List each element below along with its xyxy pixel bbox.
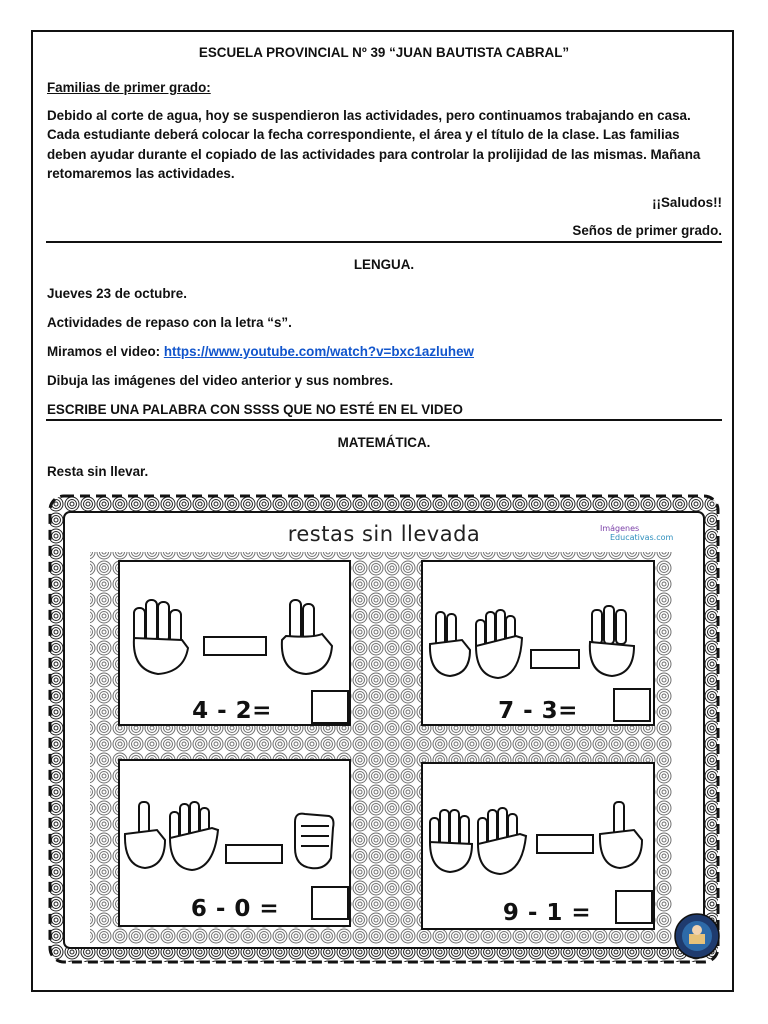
problem-expression: 7 - 3= (498, 698, 578, 724)
answer-box[interactable] (311, 690, 349, 724)
video-link[interactable]: https://www.youtube.com/watch?v=bxc1azluhew (163, 344, 474, 359)
answer-line[interactable] (530, 649, 580, 669)
four-fingers-hand-icon (128, 598, 194, 678)
brand-line: Imágenes (600, 524, 640, 533)
matematica-instruction: Resta sin llevar. (47, 464, 149, 479)
three-fingers-hand-icon (584, 604, 638, 680)
author-badge-icon (673, 912, 721, 960)
greeting: Familias de primer grado: (47, 80, 211, 95)
fist-hand-icon (289, 808, 337, 872)
answer-line[interactable] (203, 636, 267, 656)
answer-line[interactable] (536, 834, 594, 854)
problem-expression: 6 - 0 = (190, 896, 280, 922)
problem-expression: 9 - 1 = (502, 900, 592, 926)
worksheet-title: restas sin llevada (287, 522, 481, 546)
salute: ¡¡Saludos!! (652, 195, 722, 210)
open-hand-icon (472, 608, 526, 680)
school-title: ESCUELA PROVINCIAL Nº 39 “JUAN BAUTISTA CABRAL” (198, 45, 570, 60)
open-hand-icon (474, 806, 530, 876)
answer-line[interactable] (225, 844, 283, 864)
message-line: Cada estudiante deberá colocar la fecha correspondiente, el área y el título de la clase. Las familias (47, 127, 680, 143)
two-fingers-hand-icon (276, 598, 336, 678)
lengua-instruction-1: Dibuja las imágenes del video anterior y sus nombres. (47, 373, 394, 388)
lengua-activity: Actividades de repaso con la letra “s”. (47, 315, 292, 330)
problem-expression: 4 - 2= (192, 698, 272, 724)
brand-logo (600, 524, 673, 542)
one-finger-hand-icon (121, 800, 169, 872)
message-line: retomaremos las actividades. (47, 165, 235, 181)
lengua-title: LENGUA. (353, 257, 415, 272)
matematica-title: MATEMÁTICA. (337, 435, 431, 450)
message-line: deben ayudar durante el copiado de las actividades para controlar la prolijidad de las mismas. Mañana (47, 146, 701, 162)
lengua-date: Jueves 23 de octubre. (47, 286, 187, 301)
one-finger-hand-icon (596, 800, 646, 870)
brand-line: Educativas.com (610, 533, 674, 542)
message-line: Debido al corte de agua, hoy se suspendieron las actividades, pero continuamos trabajando en casa. (47, 108, 691, 123)
two-fingers-hand-icon (426, 608, 474, 680)
open-hand-icon (166, 800, 222, 874)
answer-box[interactable] (613, 688, 651, 722)
video-label: Miramos el video: (47, 344, 164, 359)
four-fingers-hand-icon (426, 806, 476, 874)
answer-box[interactable] (311, 886, 349, 920)
lengua-instruction-2: ESCRIBE UNA PALABRA CON SSSS QUE NO ESTÉ EN EL VIDEO (47, 402, 463, 417)
answer-box[interactable] (615, 890, 653, 924)
signature: Seños de primer grado. (572, 223, 722, 238)
